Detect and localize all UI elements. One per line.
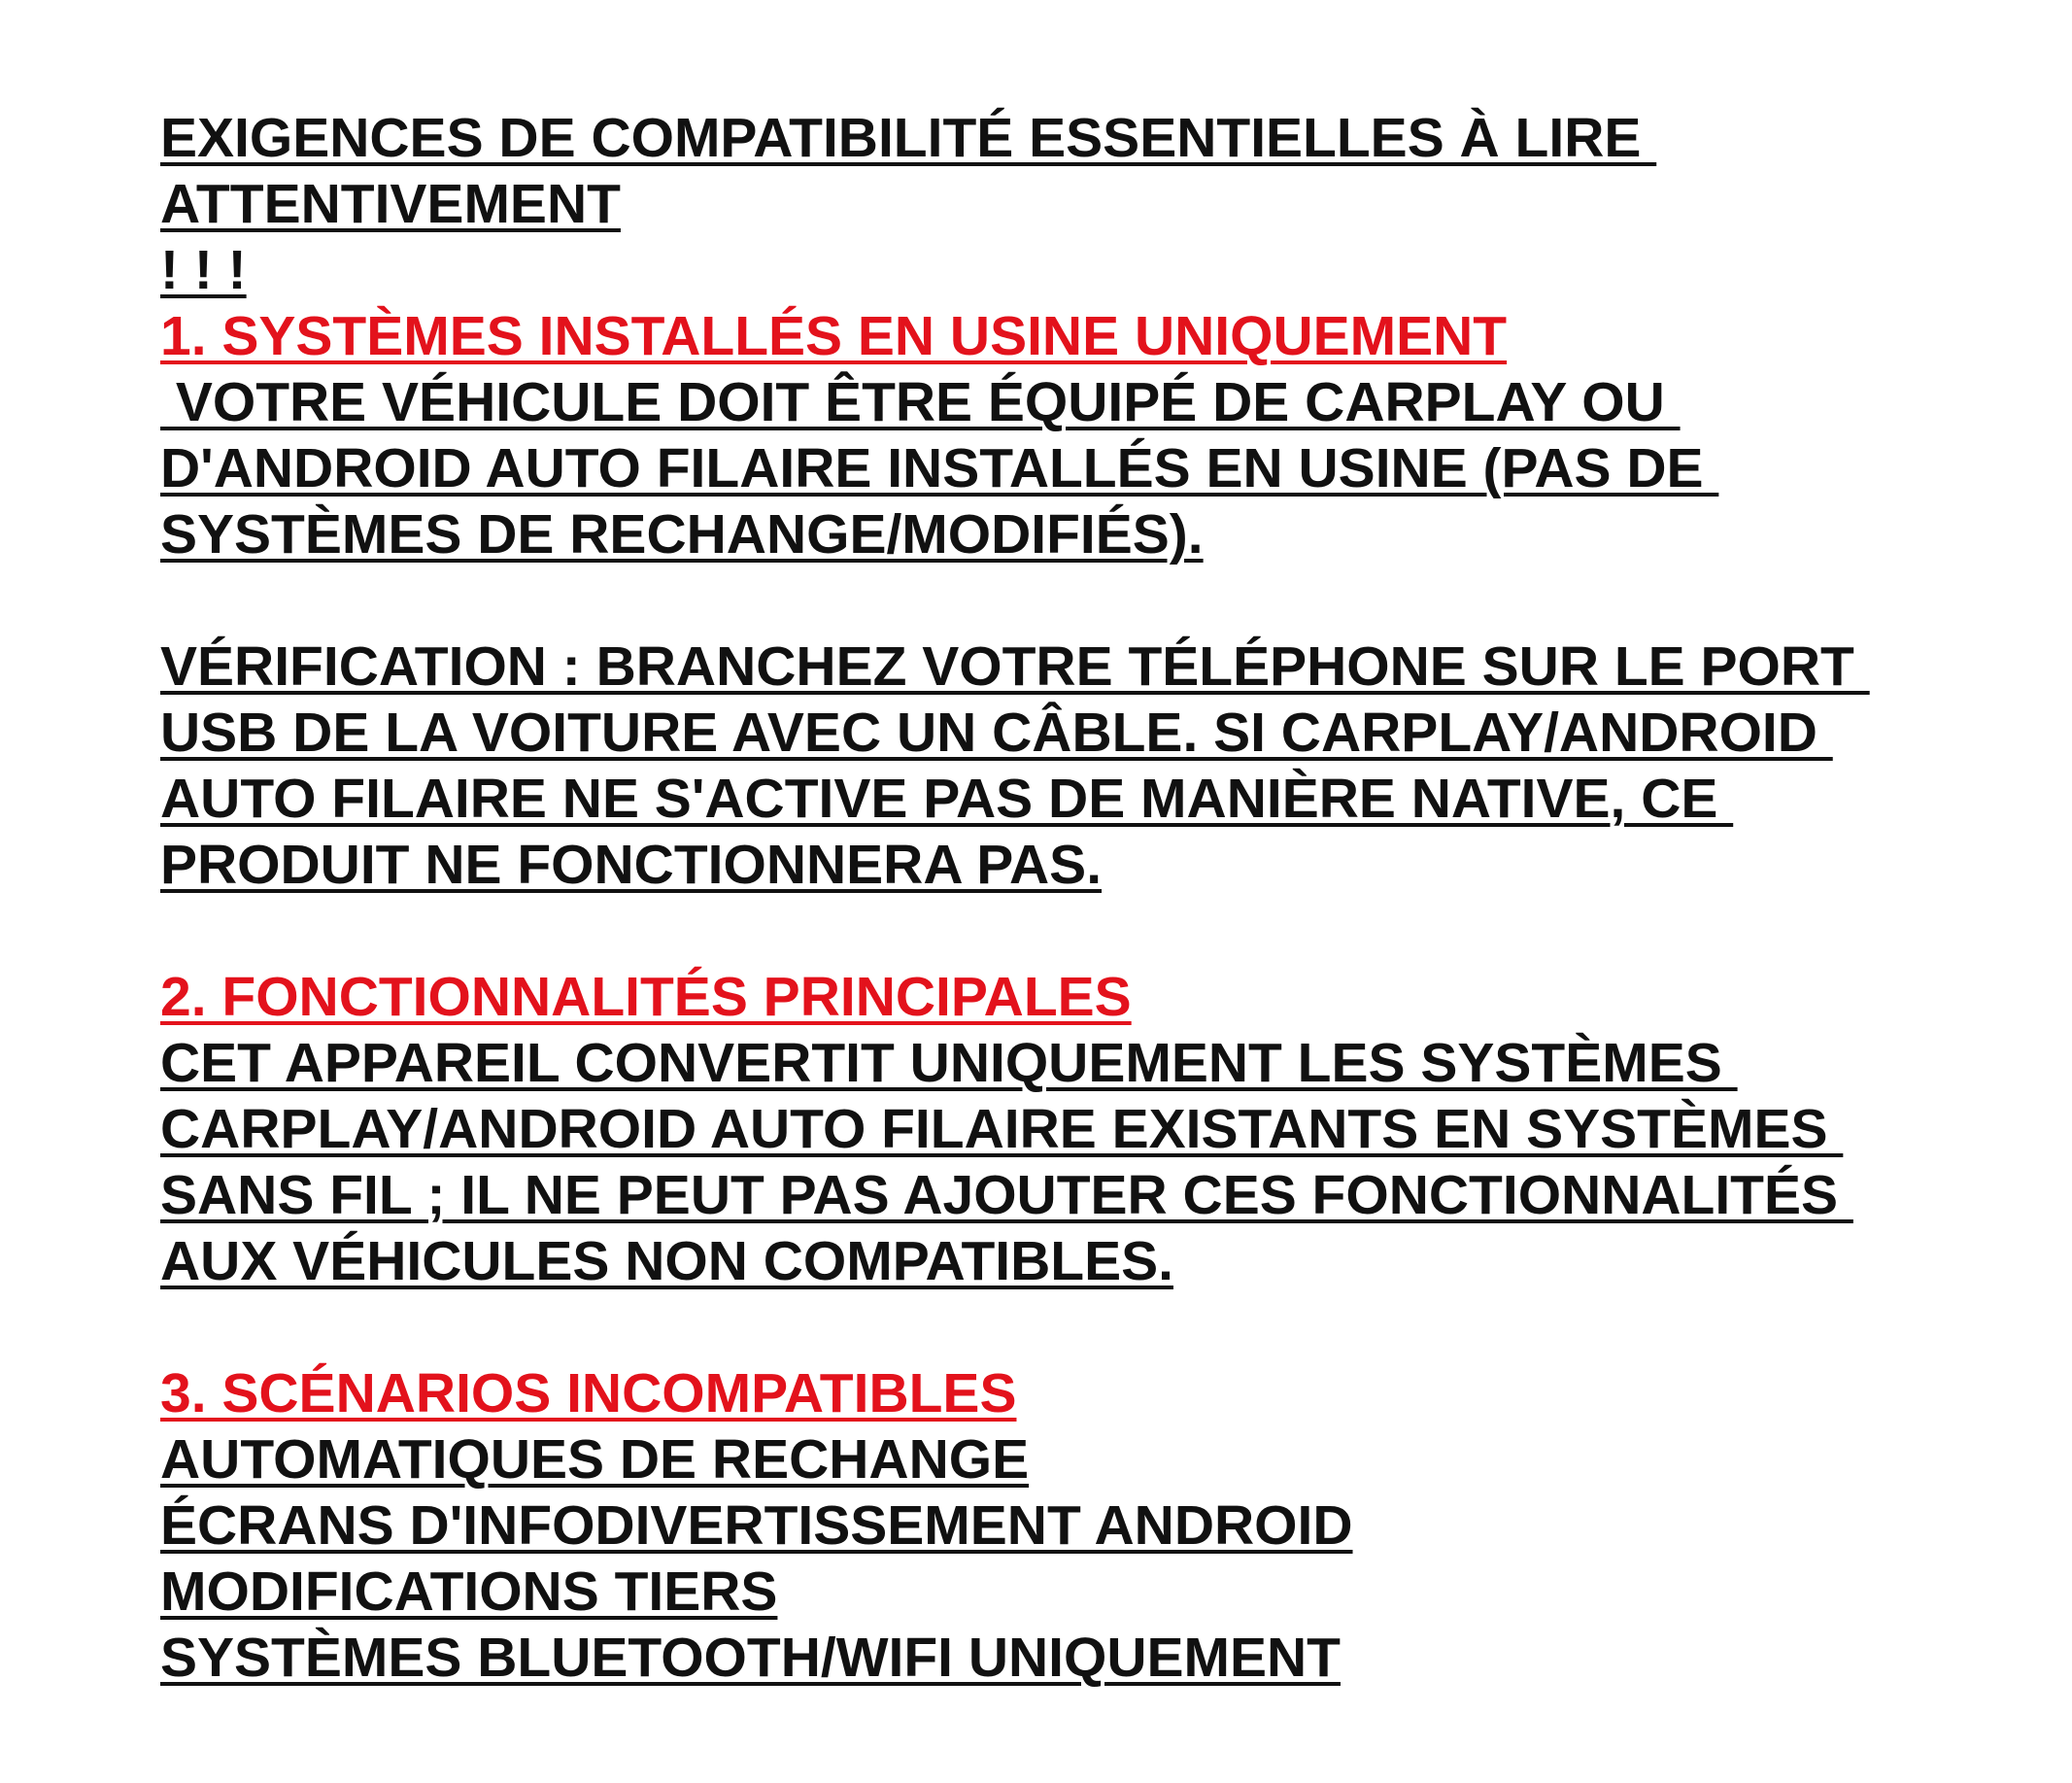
paragraph-spacer [160, 898, 2006, 964]
verification-text-line: PRODUIT NE FONCTIONNERA PAS. [160, 834, 1103, 896]
section-1-text-line: SYSTÈMES DE RECHANGE/MODIFIÉS). [160, 503, 1204, 566]
section-1-heading: 1. SYSTÈMES INSTALLÉS EN USINE UNIQUEMENT [160, 305, 1508, 367]
section-2-text-line: SANS FIL ; IL NE PEUT PAS AJOUTER CES FONCTIONNALITÉS [160, 1164, 1853, 1226]
incompatible-item: MODIFICATIONS TIERS [160, 1560, 778, 1623]
section-2-text-line: CET APPAREIL CONVERTIT UNIQUEMENT LES SYSTÈMES [160, 1032, 1738, 1094]
section-1-text-line: D'ANDROID AUTO FILAIRE INSTALLÉS EN USINE (PAS DE [160, 437, 1719, 499]
title-exclamation: ! ! ! [160, 239, 247, 301]
incompatible-item: ÉCRANS D'INFODIVERTISSEMENT ANDROID [160, 1494, 1353, 1557]
compatibility-notice [160, 105, 2006, 1691]
section-2-heading: 2. FONCTIONNALITÉS PRINCIPALES [160, 966, 1132, 1028]
section-3-heading: 3. SCÉNARIOS INCOMPATIBLES [160, 1362, 1017, 1424]
verification-text-line: USB DE LA VOITURE AVEC UN CÂBLE. SI CARPLAY/ANDROID [160, 702, 1833, 764]
paragraph-spacer [160, 1294, 2006, 1360]
incompatible-item: SYSTÈMES BLUETOOTH/WIFI UNIQUEMENT [160, 1627, 1341, 1689]
section-2-text-line: AUX VÉHICULES NON COMPATIBLES. [160, 1230, 1173, 1292]
paragraph-spacer [160, 567, 2006, 634]
verification-text-line: AUTO FILAIRE NE S'ACTIVE PAS DE MANIÈRE NATIVE, CE [160, 768, 1734, 830]
section-1-text-line: VOTRE VÉHICULE DOIT ÊTRE ÉQUIPÉ DE CARPLAY OU [160, 371, 1681, 433]
section-2-text-line: CARPLAY/ANDROID AUTO FILAIRE EXISTANTS EN SYSTÈMES [160, 1098, 1844, 1160]
title-line-2: ATTENTIVEMENT [160, 173, 621, 235]
title-line-1: EXIGENCES DE COMPATIBILITÉ ESSENTIELLES À LIRE [160, 107, 1657, 169]
incompatible-item: AUTOMATIQUES DE RECHANGE [160, 1428, 1030, 1491]
verification-text-line: VÉRIFICATION : BRANCHEZ VOTRE TÉLÉPHONE SUR LE PORT [160, 635, 1870, 698]
